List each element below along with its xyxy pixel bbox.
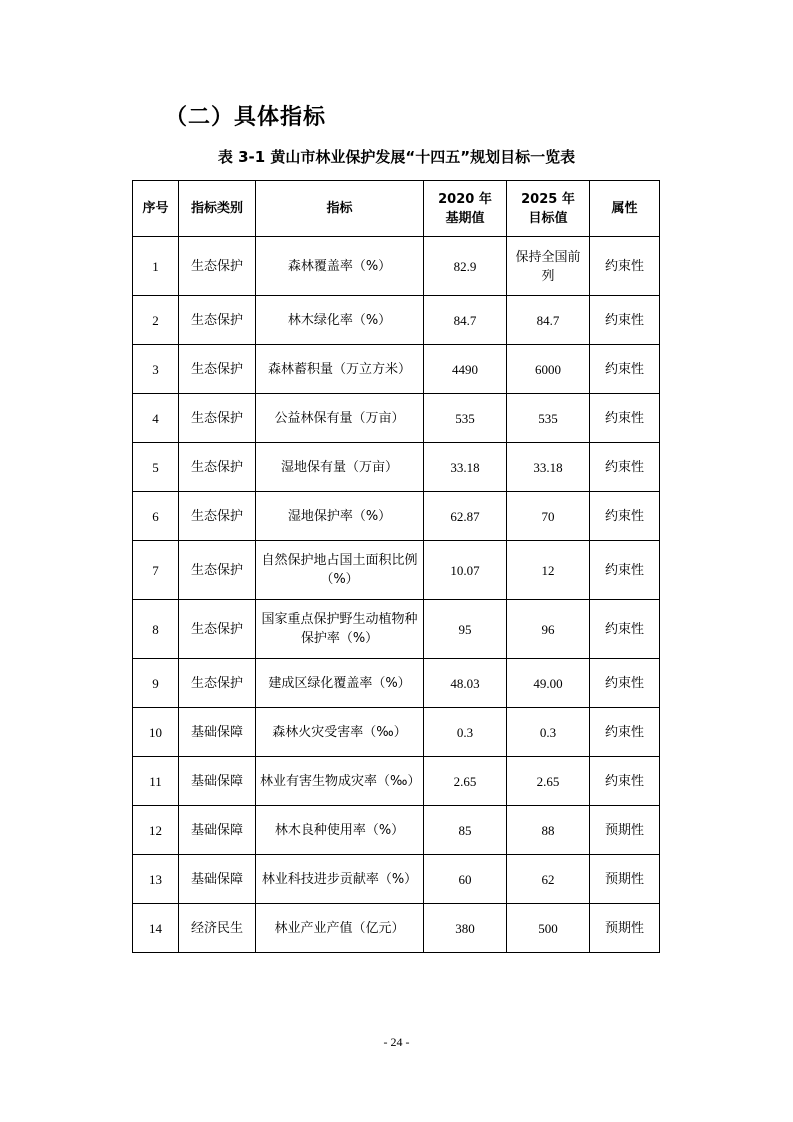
table-row: [133, 600, 660, 659]
table-body: [133, 237, 660, 953]
table-caption: 表 3-1 黄山市林业保护发展“十四五”规划目标一览表: [217, 148, 576, 166]
goals-table: [132, 180, 660, 953]
row-target-value: 96: [507, 600, 590, 659]
row-category: 基础保障: [179, 708, 256, 757]
header-target-year: 2025 年: [521, 191, 575, 207]
row-category: 基础保障: [179, 757, 256, 806]
row-target-value: 62: [507, 855, 590, 904]
row-base-value: 95: [424, 600, 507, 659]
row-indicator: 森林火灾受害率（‰）: [256, 708, 424, 757]
row-category: 基础保障: [179, 855, 256, 904]
header-base: [424, 181, 507, 237]
row-category: 生态保护: [179, 443, 256, 492]
row-seq: 14: [133, 904, 179, 953]
row-attribute: 约束性: [590, 757, 660, 806]
row-seq: 7: [133, 541, 179, 600]
table-row: [133, 708, 660, 757]
row-indicator: 建成区绿化覆盖率（%）: [256, 659, 424, 708]
row-target-value: 84.7: [507, 296, 590, 345]
row-indicator: 林业科技进步贡献率（%）: [256, 855, 424, 904]
header-indicator: 指标: [256, 181, 424, 237]
row-category: 生态保护: [179, 237, 256, 296]
header-category: 指标类别: [179, 181, 256, 237]
row-base-value: 48.03: [424, 659, 507, 708]
header-base-label: 基期值: [445, 210, 485, 226]
row-indicator: 森林覆盖率（%）: [256, 237, 424, 296]
table-row: [133, 345, 660, 394]
row-seq: 6: [133, 492, 179, 541]
row-seq: 10: [133, 708, 179, 757]
row-attribute: 约束性: [590, 296, 660, 345]
row-seq: 4: [133, 394, 179, 443]
row-indicator: 湿地保护率（%）: [256, 492, 424, 541]
row-target-value: 88: [507, 806, 590, 855]
table-row: [133, 855, 660, 904]
row-indicator: 林业有害生物成灾率（‰）: [256, 757, 424, 806]
row-category: 经济民生: [179, 904, 256, 953]
row-target-value: 12: [507, 541, 590, 600]
row-seq: 5: [133, 443, 179, 492]
row-category: 生态保护: [179, 394, 256, 443]
row-category: 生态保护: [179, 659, 256, 708]
row-base-value: 60: [424, 855, 507, 904]
row-base-value: 10.07: [424, 541, 507, 600]
row-category: 生态保护: [179, 492, 256, 541]
row-seq: 12: [133, 806, 179, 855]
row-indicator: 自然保护地占国土面积比例（%）: [256, 541, 424, 600]
row-target-value: 500: [507, 904, 590, 953]
row-indicator: 林木良种使用率（%）: [256, 806, 424, 855]
row-target-value: 6000: [507, 345, 590, 394]
row-category: 生态保护: [179, 600, 256, 659]
row-seq: 11: [133, 757, 179, 806]
table-row: [133, 541, 660, 600]
table-row: [133, 443, 660, 492]
row-seq: 13: [133, 855, 179, 904]
table-row: [133, 904, 660, 953]
row-seq: 2: [133, 296, 179, 345]
row-seq: 1: [133, 237, 179, 296]
header-row: [133, 181, 660, 237]
header-attribute: 属性: [590, 181, 660, 237]
row-base-value: 535: [424, 394, 507, 443]
row-attribute: 预期性: [590, 806, 660, 855]
row-target-value: 49.00: [507, 659, 590, 708]
header-base-year: 2020 年: [438, 191, 492, 207]
row-indicator: 公益林保有量（万亩）: [256, 394, 424, 443]
table-row: [133, 659, 660, 708]
row-attribute: 约束性: [590, 345, 660, 394]
row-indicator: 森林蓄积量（万立方米）: [256, 345, 424, 394]
header-target-label: 目标值: [528, 210, 568, 226]
header-seq: 序号: [133, 181, 179, 237]
table-row: [133, 757, 660, 806]
table-row: [133, 394, 660, 443]
row-base-value: 84.7: [424, 296, 507, 345]
row-attribute: 约束性: [590, 600, 660, 659]
row-seq: 8: [133, 600, 179, 659]
row-indicator: 林木绿化率（%）: [256, 296, 424, 345]
row-category: 基础保障: [179, 806, 256, 855]
row-attribute: 预期性: [590, 855, 660, 904]
table-row: [133, 296, 660, 345]
header-target: [507, 181, 590, 237]
row-base-value: 85: [424, 806, 507, 855]
row-target-value: 保持全国前列: [507, 237, 590, 296]
row-base-value: 62.87: [424, 492, 507, 541]
section-heading: （二）具体指标: [165, 105, 327, 130]
table-row: [133, 806, 660, 855]
row-seq: 3: [133, 345, 179, 394]
row-category: 生态保护: [179, 541, 256, 600]
row-base-value: 380: [424, 904, 507, 953]
row-target-value: 2.65: [507, 757, 590, 806]
row-base-value: 82.9: [424, 237, 507, 296]
row-base-value: 2.65: [424, 757, 507, 806]
row-attribute: 预期性: [590, 904, 660, 953]
row-seq: 9: [133, 659, 179, 708]
row-target-value: 0.3: [507, 708, 590, 757]
row-base-value: 33.18: [424, 443, 507, 492]
page-number: - 24 -: [383, 1035, 410, 1049]
row-category: 生态保护: [179, 345, 256, 394]
row-attribute: 约束性: [590, 237, 660, 296]
row-category: 生态保护: [179, 296, 256, 345]
table-row: [133, 237, 660, 296]
row-indicator: 林业产业产值（亿元）: [256, 904, 424, 953]
row-target-value: 535: [507, 394, 590, 443]
row-attribute: 约束性: [590, 708, 660, 757]
row-attribute: 约束性: [590, 394, 660, 443]
row-indicator: 湿地保有量（万亩）: [256, 443, 424, 492]
row-target-value: 70: [507, 492, 590, 541]
row-attribute: 约束性: [590, 541, 660, 600]
row-base-value: 0.3: [424, 708, 507, 757]
table-row: [133, 492, 660, 541]
row-indicator: 国家重点保护野生动植物种保护率（%）: [256, 600, 424, 659]
row-attribute: 约束性: [590, 443, 660, 492]
row-base-value: 4490: [424, 345, 507, 394]
row-target-value: 33.18: [507, 443, 590, 492]
row-attribute: 约束性: [590, 492, 660, 541]
row-attribute: 约束性: [590, 659, 660, 708]
